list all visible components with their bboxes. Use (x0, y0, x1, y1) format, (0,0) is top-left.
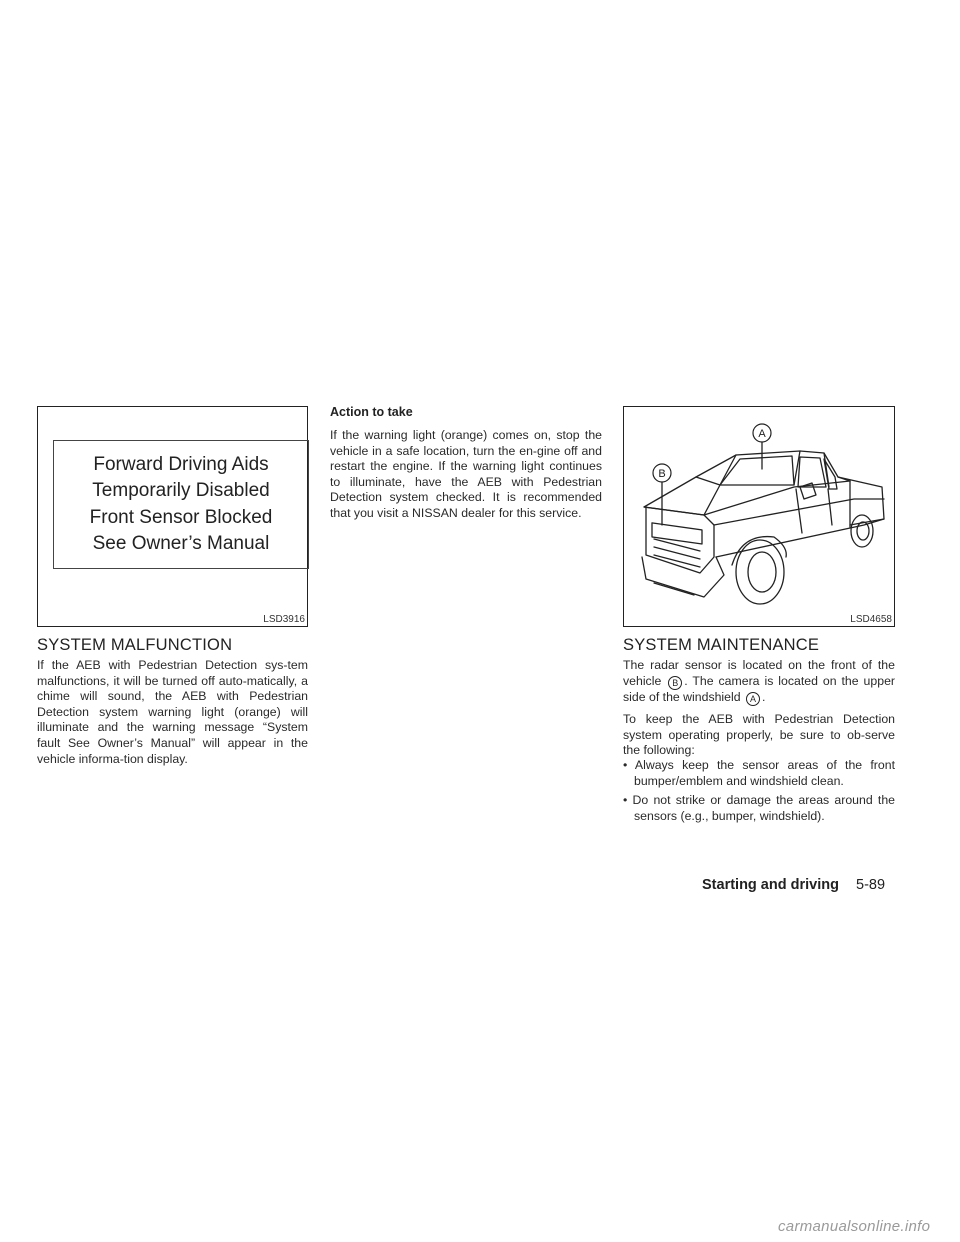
page-number: 5-89 (856, 877, 886, 893)
message-line-4: See Owner’s Manual (92, 533, 270, 554)
warning-message-box (53, 440, 309, 569)
callout-b-inline: B (668, 676, 682, 690)
maintenance-text-part: The radar sensor is located on the front of the vehicle (623, 658, 895, 688)
malfunction-text: If the AEB with Pedestrian Detection sys-tem malfunctions, it will be turned off auto-matically, a chime will sound, the AEB with Pedestrian Detection system warning light (orange) will illuminate and the warning message “System fault See Owner’s Manual” will appear in the vehicle informa-tion display. (37, 658, 308, 766)
list-item: • Always keep the sensor areas of the front bumper/emblem and windshield clean. (623, 758, 895, 788)
maintenance-text-2: To keep the AEB with Pedestrian Detection system operating properly, be sure to ob-serve the following: (623, 712, 895, 758)
figure-code: LSD4658 (850, 614, 892, 625)
maintenance-text-part: . (762, 689, 766, 704)
figure-code: LSD3916 (263, 614, 305, 625)
callout-a-inline: A (746, 692, 760, 706)
watermark: carmanualsonline.info (778, 1218, 931, 1235)
maintenance-text-1 (623, 658, 895, 706)
truck-illustration (624, 407, 894, 626)
heading-action-to-take: Action to take (330, 405, 413, 419)
list-item: • Do not strike or damage the areas around the sensors (e.g., bumper, windshield). (623, 793, 895, 823)
maintenance-text-part: . The camera is located on the upper side of the windshield (623, 673, 895, 704)
callout-a: A (758, 428, 766, 440)
action-text: If the warning light (orange) comes on, stop the vehicle in a safe location, turn the en-gine off and restart the engine. If the warning light continues to illuminate, have the AEB with Pedestrian Detection system checked. It is recommended that you visit a NISSAN dealer for this service. (330, 428, 602, 520)
heading-system-malfunction: SYSTEM MALFUNCTION (37, 636, 233, 654)
footer-section-title: Starting and driving (702, 877, 839, 893)
message-line-2: Temporarily Disabled (92, 480, 270, 501)
callout-b: B (658, 468, 666, 480)
message-line-1: Forward Driving Aids (93, 453, 269, 475)
heading-system-maintenance: SYSTEM MAINTENANCE (623, 636, 820, 654)
figure-warning-display (37, 406, 308, 627)
figure-truck-sensors (623, 406, 895, 627)
maintenance-bullets (623, 758, 895, 828)
message-line-3: Front Sensor Blocked (89, 506, 273, 528)
